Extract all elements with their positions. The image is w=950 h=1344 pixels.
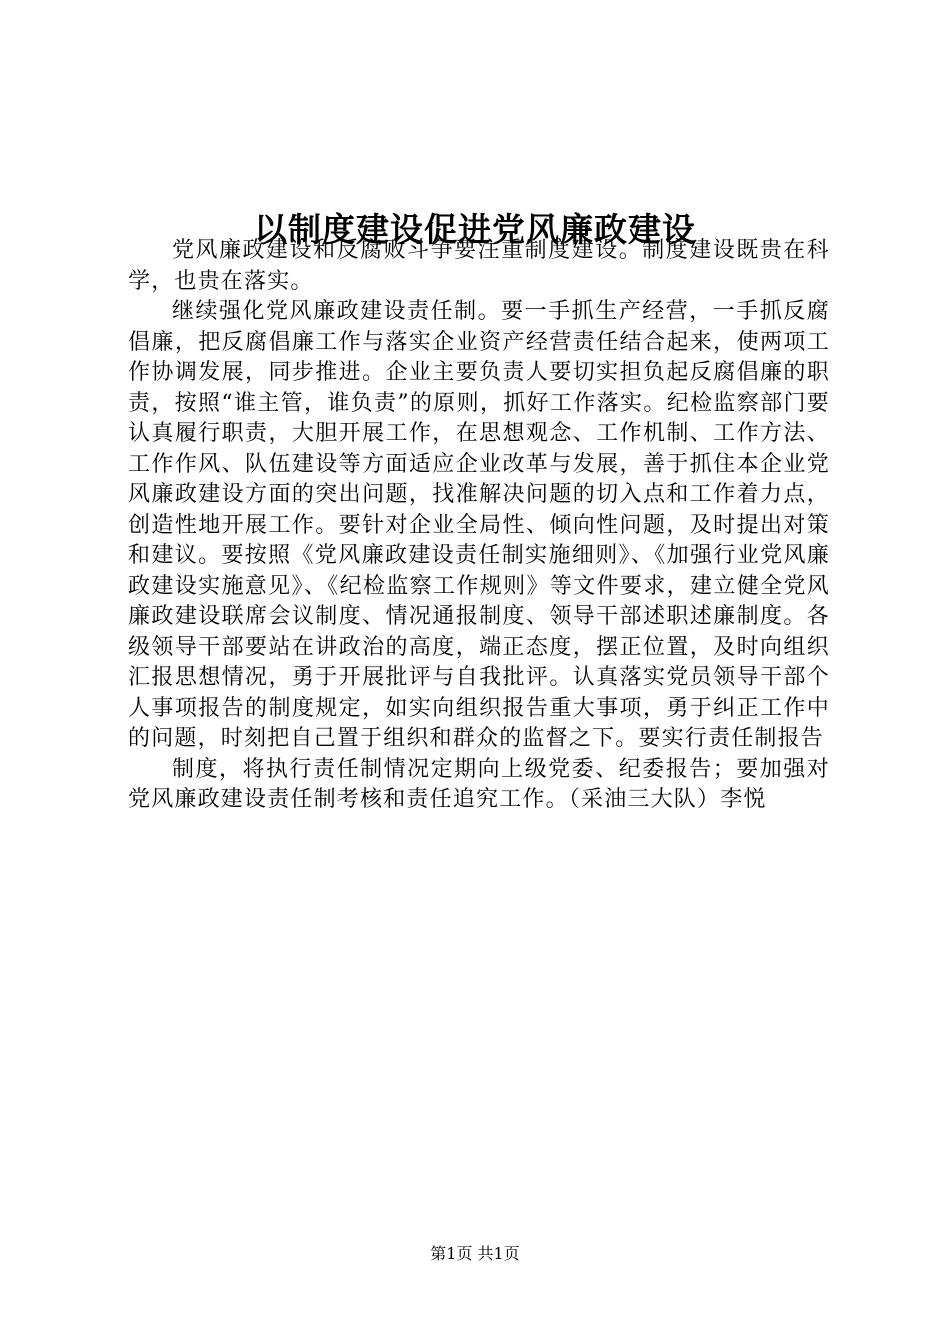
document-body bbox=[128, 236, 830, 816]
paragraph-3: 制度，将执行责任制情况定期向上级党委、纪委报告；要加强对党风廉政建设责任制考核和责任追究工作。（采油三大队）李悦 bbox=[128, 756, 830, 812]
paragraph-2: 继续强化党风廉政建设责任制。要一手抓生产经营，一手抓反腐倡廉，把反腐倡廉工作与落实企业资产经营责任结合起来，使两项工作协调发展，同步推进。企业主要负责人要切实担负起反腐倡廉的职责，按照“谁主管，谁负责”的原则，抓好工作落实。纪检监察部门要认真履行职责，大胆开展工作，在思想观念、工作机制、工作方法、工作作风、队伍建设等方面适应企业改革与发展，善于抓住本企业党风廉政建设方面的突出问题，找准解决问题的切入点和工作着力点，创造性地开展工作。要针对企业全局性、倾向性问题，及时提出对策和建议。要按照《党风廉政建设责任制实施细则》、《加强行业党风廉政建设实施意见》、《纪检监察工作规则》等文件要求，建立健全党风廉政建设联席会议制度、情况通报制度、领导干部述职述廉制度。各级领导干部要站在讲政治的高度，端正态度，摆正位置，及时向组织汇报思想情况，勇于开展批评与自我批评。认真落实党员领导干部个人事项报告的制度规定，如实向组织报告重大事项，勇于纠正工作中的问题，时刻把自己置于组织和群众的监督之下。要实行责任制报告 bbox=[128, 299, 830, 751]
paragraph-1: 党风廉政建设和反腐败斗争要注重制度建设。制度建设既贵在科学，也贵在落实。 bbox=[128, 238, 830, 294]
document-title: 以制度建设促进党风廉政建设 bbox=[254, 210, 696, 250]
page-footer: 第1页 共1页 bbox=[430, 1244, 520, 1263]
